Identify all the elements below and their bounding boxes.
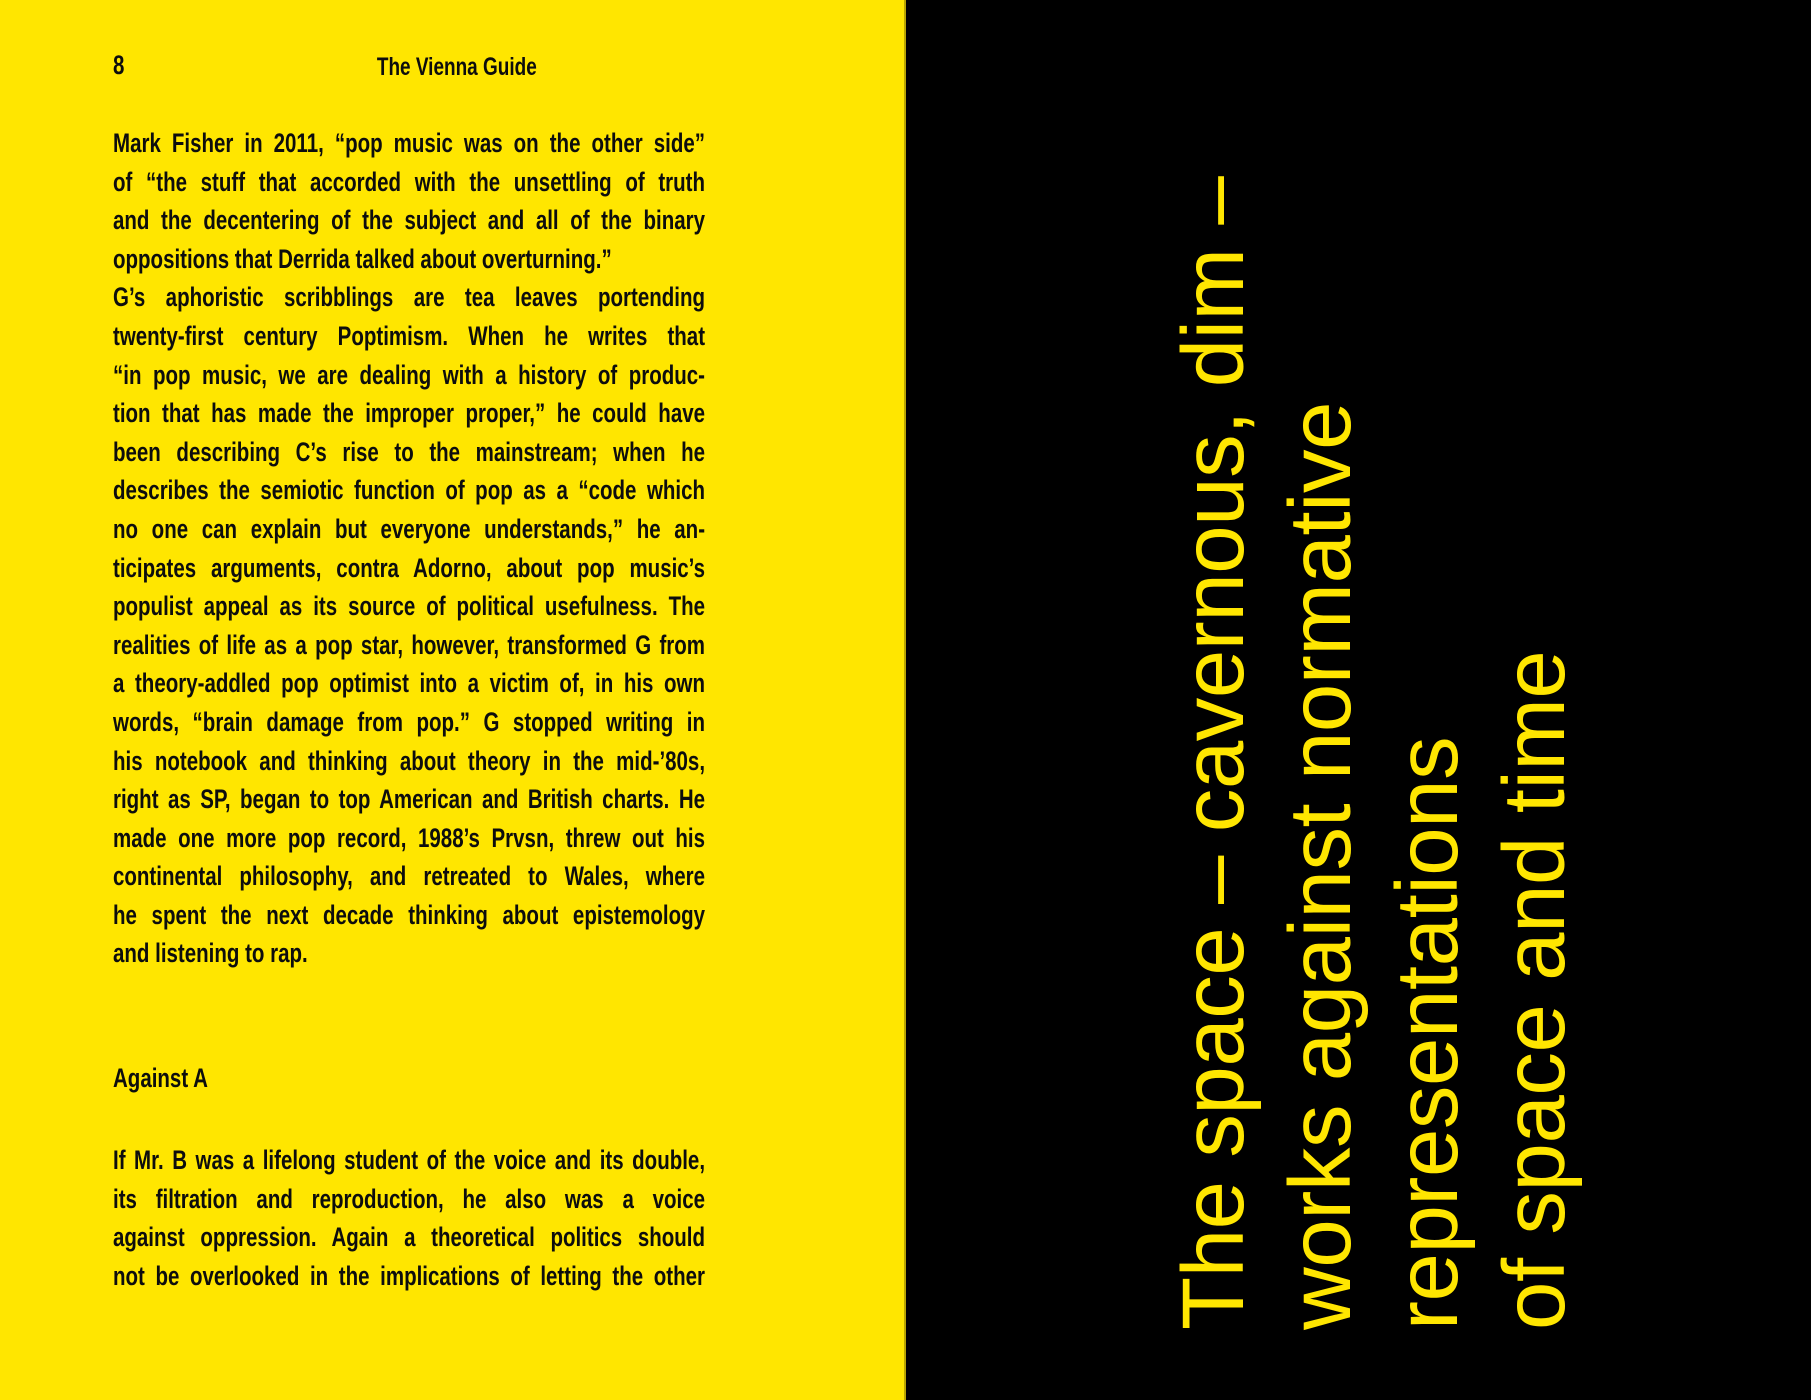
- body-line: “in pop music, we are dealing with a history of produc-: [113, 359, 706, 390]
- left-page-content: [113, 0, 801, 1400]
- vertical-quote-line: The space – cavernous, dim –: [1165, 176, 1262, 1330]
- body-line: made one more pop record, 1988’s Prvsn, threw out his: [113, 822, 706, 853]
- body-line: G’s aphoristic scribblings are tea leaves portending: [113, 282, 706, 313]
- body-line: and listening to rap.: [113, 938, 308, 969]
- body-line: not be overlooked in the implications of letting the other: [113, 1260, 706, 1291]
- vertical-pull-quote: [1160, 30, 1588, 1330]
- vertical-quote-line: works against normative: [1272, 401, 1369, 1330]
- body-text-continued: [113, 1141, 705, 1295]
- body-line: ticipates arguments, contra Adorno, about pop music’s: [113, 552, 706, 583]
- section-heading: Against A: [113, 1063, 208, 1093]
- vertical-quote-line: of space and time: [1486, 650, 1583, 1330]
- body-line: a theory-addled pop optimist into a victim of, in his own: [113, 668, 706, 699]
- page-number: 8: [113, 50, 125, 80]
- vertical-quote-line: representations: [1379, 736, 1476, 1330]
- body-line: right as SP, began to top American and British charts. He: [113, 784, 706, 815]
- body-line: its filtration and reproduction, he also was a voice: [113, 1183, 706, 1214]
- body-line: words, “brain damage from pop.” G stopped writing in: [113, 706, 706, 737]
- running-head: The Vienna Guide: [376, 53, 537, 81]
- body-line: oppositions that Derrida talked about overturning.”: [113, 243, 612, 274]
- body-line: of “the stuff that accorded with the unsettling of truth: [113, 166, 706, 197]
- body-line: describes the semiotic function of pop as a “code which: [113, 475, 706, 506]
- body-line: tion that has made the improper proper,” he could have: [113, 398, 706, 429]
- body-text: [113, 124, 705, 973]
- body-line: Mark Fisher in 2011, “pop music was on the other side”: [113, 128, 706, 158]
- body-line: populist appeal as its source of political usefulness. The: [113, 591, 706, 622]
- body-line: twenty-first century Poptimism. When he writes that: [113, 320, 706, 351]
- body-line: and the decentering of the subject and all of the binary: [113, 205, 706, 236]
- body-line: been describing C’s rise to the mainstream; when he: [113, 436, 706, 467]
- body-line: If Mr. B was a lifelong student of the voice and its double,: [113, 1145, 706, 1175]
- body-line: continental philosophy, and retreated to Wales, where: [113, 861, 706, 892]
- body-line: he spent the next decade thinking about epistemology: [113, 899, 706, 930]
- body-line: no one can explain but everyone understands,” he an-: [113, 513, 706, 544]
- body-line: realities of life as a pop star, however, transformed G from: [113, 629, 706, 660]
- body-line: his notebook and thinking about theory in the mid-’80s,: [113, 745, 706, 776]
- body-line: against oppression. Again a theoretical politics should: [113, 1222, 706, 1253]
